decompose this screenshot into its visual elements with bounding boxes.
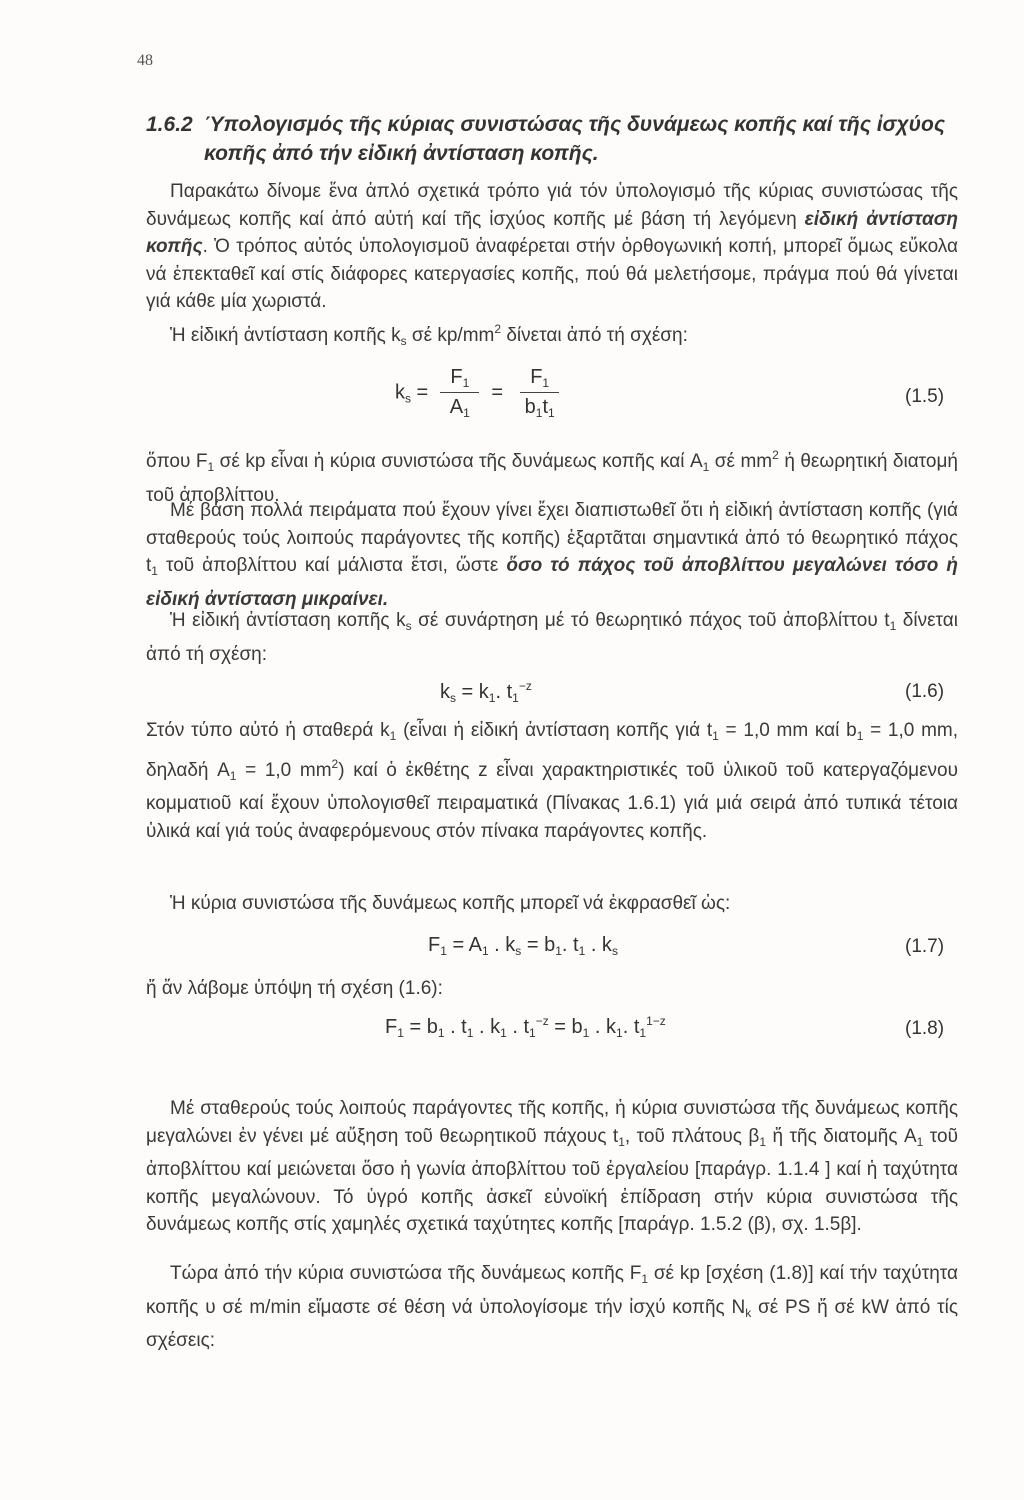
equation-label-1-8: (1.8) — [905, 1018, 945, 1039]
fraction-f1-a1: $\frac{F_1}{A_1}$ — [440, 366, 480, 420]
page-number: 48 — [137, 52, 153, 69]
paragraph-effects: Μέ σταθερούς τούς λοιπούς παράγοντες τῆς κοπῆς, ἡ κύρια συνιστώσα τῆς δυνάμεως κοπῆς μεγαλώνει ἐν γένει μέ αὔξηση τοῦ θεωρητικοῦ πάχους $t_1$, τοῦ πλάτους $\beta_1$ ἤ τῆς διατομῆς $A_1$ τοῦ ἀποβλίττου καί μειώνεται ὅσο ἡ γωνία ἀποβλίττου τοῦ ἐργαλείου [παράγρ. 1.1.4 ] καί ἡ ταχύτητα κοπῆς μεγαλώνουν. Τό ὑγρό κοπῆς ἀσκεῖ εὐνοϊκή ἐπίδραση στήν κύρια συνιστώσα τῆς δυνάμεως κοπῆς στίς χαμηλές σχετικά ταχύτητες κοπῆς [παράγρ. 1.5.2 (β), σχ. 1.5β]. — [146, 1098, 958, 1235]
paragraph-constants: Στόν τύπο αὐτό ἡ σταθερά $k_1$ (εἶναι ἡ εἰδική ἀντίσταση κοπῆς γιά $t_1 = 1,0$ mm καί $b_1 = 1,0$ mm, δηλαδή $A_1 = 1,0$ $mm^2$) καί ὁ ἐκθέτης z εἶναι χαρακτηριστικές τοῦ ὑλικοῦ τοῦ κατεργαζόμενου κομματιοῦ καί ἔχουν ὑπολογισθεῖ πειραματικά (Πίνακας 1.6.1) γιά μιά σειρά ἀπό τυπικά τέτοια ὑλικά καί γιά τούς ἀναφερόμενους στόν πίνακα παράγοντες κοπῆς. — [146, 720, 959, 842]
section-number: 1.6.2 — [146, 113, 193, 136]
section-heading — [146, 110, 966, 168]
equation-label-1-7: (1.7) — [905, 936, 945, 957]
paragraph-power: Τώρα ἀπό τήν κύρια συνιστώσα τῆς δυνάμεως κοπῆς $F_1$ σέ kp [σχέση (1.8)] καί τήν ταχύτητα κοπῆς υ σέ m/min εἴμαστε σέ θέση νά ὑπολογίσομε τήν ἰσχύ κοπῆς $N_k$ σέ PS ἤ σέ kW ἀπό τίς σχέσεις: — [146, 1263, 959, 1351]
equation-label-1-5: (1.5) — [905, 386, 945, 407]
section-title-line-1: Ύπολογισμός τῆς κύριας συνιστώσας τῆς δυνάμεως κοπῆς καί τῆς ἰσχύος — [204, 113, 946, 136]
paragraph-function: Ἡ εἰδική ἀντίσταση κοπῆς $k_s$ σέ συνάρτηση μέ τό θεωρητικό πάχος τοῦ ἀποβλίττου $t_1$ δίνεται ἀπό τή σχέση: — [146, 610, 958, 665]
section-title-line-2: κοπῆς ἀπό τήν εἰδική ἀντίσταση κοπῆς. — [204, 142, 599, 165]
equation-1-5: $k_s$ = $\frac{F_1}{A_1}$ = $\frac{F_1}{b_1t_1}$ — [395, 366, 571, 420]
equation-1-6: $k_s = k_1$. $t_1^{-z}$ — [440, 679, 532, 705]
equation-label-1-6: (1.6) — [905, 681, 945, 702]
paragraph-where: ὅπου $F_1$ σέ kp εἶναι ἡ κύρια συνιστώσα τῆς δυνάμεως κοπῆς καί $A_1$ σέ $mm^2$ ἡ θεωρητική διατομή τοῦ ἀποβλίττου. — [146, 448, 958, 506]
paragraph-specific-resistance: Ἡ εἰδική ἀντίσταση κοπῆς $k_s$ σέ $kp/mm^2$ δίνεται ἀπό τή σχέση: — [170, 322, 688, 348]
fraction-f1-b1t1: $\frac{F_1}{b_1t_1}$ — [515, 366, 565, 420]
paragraph-main-component: Ἡ κύρια συνιστώσα τῆς δυνάμεως κοπῆς μπορεῖ νά ἐκφρασθεῖ ὡς: — [170, 893, 731, 914]
paragraph-intro: Παρακάτω δίνομε ἕνα ἁπλό σχετικά τρόπο γιά τόν ὑπολογισμό τῆς κύριας συνιστώσας τῆς δυνάμεως κοπῆς καί ἀπό αὐτή καί τῆς ἰσχύος κοπῆς μέ βάση τή λεγόμενη εἰδική ἀντίσταση κοπῆς. Ὁ τρόπος αὐτός ὑπολογισμοῦ ἀναφέρεται στήν ὀρθογωνική κοπή, μπορεῖ ὅμως εὔκολα νά ἐπεκταθεῖ καί στίς διάφορες κατεργασίες κοπῆς, πού θά μελετήσομε, πράγμα πού θά γίνεται γιά κάθε μία χωριστά. — [146, 181, 958, 312]
paragraph-considering: ἤ ἄν λάβομε ὑπόψη τή σχέση (1.6): — [146, 978, 443, 999]
emphasis-thickness-rule: ὅσο τό πάχος τοῦ ἀποβλίττου μεγαλώνει τόσο ἡ εἰδική ἀντίσταση μικραίνει. — [146, 555, 958, 610]
equation-1-8: $F_1 = b_1$ . $t_1$ . $k_1$ . $t_1^{-z} = b_1$ . $k_1$. $t_1^{1-z}$ — [385, 1014, 666, 1040]
equation-1-7: $F_1 = A_1$ . $k_s = b_1$. $t_1$ . $k_s$ — [428, 934, 618, 958]
emphasis-specific-resistance: εἰδική ἀντίσταση κοπῆς — [146, 208, 958, 257]
paragraph-experiments: Μέ βάση πολλά πειράματα πού ἔχουν γίνει ἔχει διαπιστωθεῖ ὅτι ἡ εἰδική ἀντίσταση κοπῆς (γιά σταθερούς τούς λοιπούς παράγοντες τῆς κοπῆς) ἐξαρτᾶται σημαντικά ἀπό τό θεωρητικό πάχος $t_1$ τοῦ ἀποβλίττου καί μάλιστα ἔτσι, ὥστε ὅσο τό πάχος τοῦ ἀποβλίττου μεγαλώνει τόσο ἡ εἰδική ἀντίσταση μικραίνει. — [146, 500, 958, 610]
